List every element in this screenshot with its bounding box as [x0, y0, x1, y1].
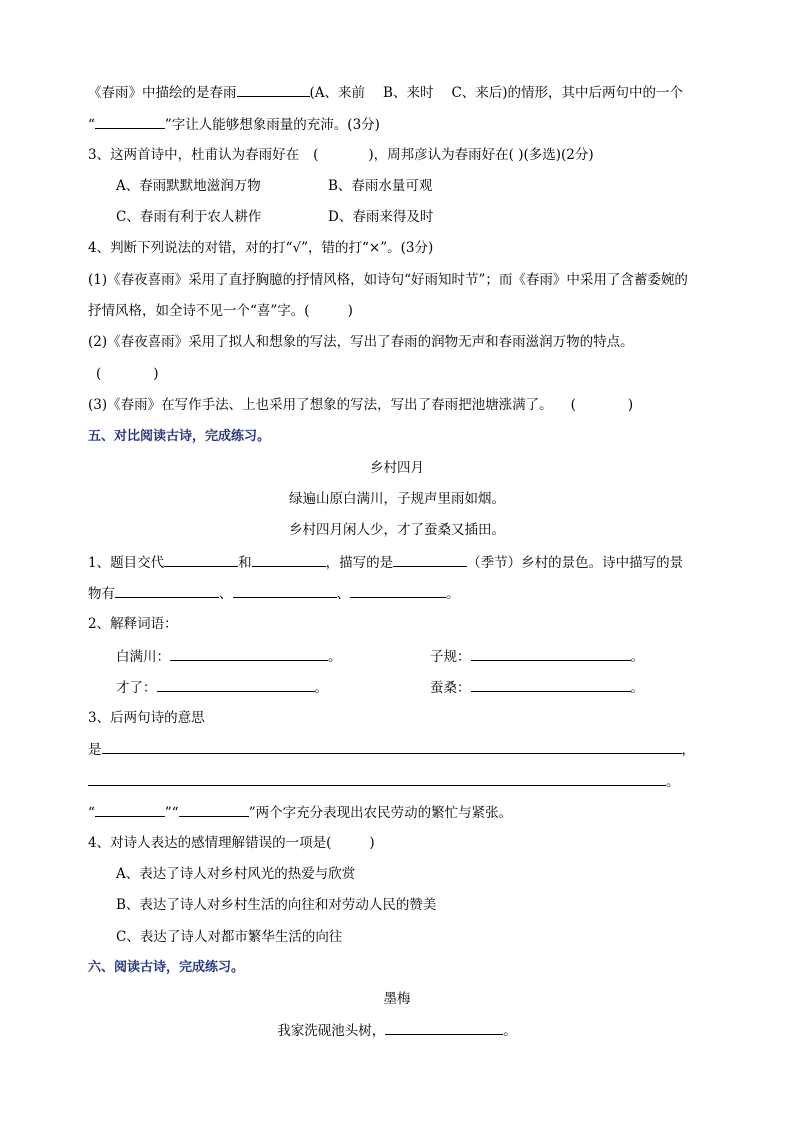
- text: 是: [88, 742, 102, 758]
- s5-q2-term-1: [116, 648, 342, 665]
- s5-q4-option-b: B、表达了诗人对乡村生活的向往和对劳动人民的赞美: [116, 897, 437, 913]
- q3-option-a: A、春雨默默地滋润万物: [116, 178, 261, 194]
- answer-blank[interactable]: [95, 116, 165, 129]
- text: (: [570, 397, 576, 413]
- text: 。: [446, 586, 460, 602]
- text: (: [313, 147, 319, 163]
- q3-option-b: B、春雨水量可观: [328, 178, 433, 194]
- text: ): [369, 835, 375, 851]
- answer-blank[interactable]: [157, 679, 315, 692]
- answer-blank[interactable]: [350, 585, 446, 598]
- text: ，: [681, 742, 695, 758]
- text: (: [96, 366, 102, 382]
- section-6-heading: 六、阅读古诗，完成练习。: [88, 960, 245, 975]
- text: 、: [219, 586, 233, 602]
- text: 才了：: [116, 680, 157, 696]
- s5-q1-line2: [88, 585, 460, 602]
- answer-blank[interactable]: [179, 804, 249, 817]
- text: 《春雨》中描绘的是春雨: [88, 85, 237, 101]
- answer-blank[interactable]: [393, 554, 467, 567]
- s5-q2-term-2: [430, 648, 644, 665]
- s5-q2-term-3: [116, 679, 328, 696]
- s5-q2-title: 2、解释词语：: [88, 616, 178, 632]
- poem-line-1: 绿遍山原白满川，子规声里雨如烟。: [289, 491, 505, 507]
- text: ”字让人能够想象雨量的充沛。(3分): [164, 117, 380, 133]
- q4-statement-2: (2)《春夜喜雨》采用了拟人和想象的写法，写出了春雨的润物无声和春雨滋润万物的特点。: [88, 334, 634, 350]
- q4-statement-2-paren: [96, 366, 159, 382]
- answer-blank[interactable]: [385, 1022, 503, 1035]
- text: ”两个字充分表现出农民劳动的繁忙与紧张。: [248, 805, 513, 821]
- answer-blank[interactable]: [252, 554, 326, 567]
- text: 蚕桑：: [430, 680, 471, 696]
- text: C、来后)的情形，其中后两句中的一个: [451, 85, 684, 101]
- text: 和: [238, 555, 252, 571]
- poem-title-2: 墨梅: [383, 991, 411, 1007]
- q4-title: 4、判断下列说法的对错，对的打“√”，错的打“×”。(3分): [88, 240, 434, 256]
- q3-option-d: D、春雨来得及时: [328, 209, 434, 225]
- s5-q3-line1: [88, 741, 695, 758]
- text: B、来时: [383, 85, 434, 101]
- s5-q4-option-c: C、表达了诗人对都市繁华生活的向往: [116, 929, 343, 945]
- answer-blank[interactable]: [233, 585, 337, 598]
- q-prev-line2: [88, 116, 380, 133]
- answer-blank[interactable]: [237, 84, 310, 97]
- text: 。: [630, 680, 644, 696]
- text: (A、来前: [309, 85, 366, 101]
- answer-blank[interactable]: [170, 648, 328, 661]
- s5-q3-line2: [88, 773, 680, 790]
- text: 我家洗砚池头树，: [277, 1023, 386, 1039]
- text: 。: [328, 649, 342, 665]
- poem-2-line-1: [0, 1022, 794, 1039]
- text: (3)《春雨》在写作手法、上也采用了想象的写法，写出了春雨把池塘涨满了。: [88, 397, 553, 413]
- text: 3、这两首诗中，杜甫认为春雨好在: [88, 147, 300, 163]
- text: 。: [666, 774, 680, 790]
- text: 、: [336, 586, 350, 602]
- q-prev-line1: [88, 84, 683, 101]
- section-5-heading: 五、对比阅读古诗，完成练习。: [88, 429, 271, 444]
- answer-blank[interactable]: [95, 804, 165, 817]
- q3-question: [88, 147, 594, 163]
- q4-statement-1b: [88, 303, 353, 319]
- s5-q2-term-4: [430, 679, 644, 696]
- text: ”“: [164, 805, 179, 821]
- s5-q4-question: [88, 835, 375, 851]
- answer-blank[interactable]: [471, 648, 631, 661]
- text: 。: [314, 680, 328, 696]
- poem-title: 乡村四月: [370, 460, 424, 476]
- text: 。: [503, 1023, 517, 1039]
- text: （季节）乡村的景色。诗中描写的景: [467, 555, 684, 571]
- s5-q4-option-a: A、表达了诗人对乡村风光的热爱与欣赏: [116, 866, 356, 882]
- text: 物有: [88, 586, 115, 602]
- text: )，周邦彦认为春雨好在( )(多选)(2分): [368, 147, 594, 163]
- text: 白满川：: [116, 649, 170, 665]
- s5-q3-line3: [88, 804, 512, 821]
- text: “: [88, 805, 95, 821]
- text: ): [627, 397, 634, 413]
- text: 。: [630, 649, 644, 665]
- text: 1、题目交代: [88, 555, 165, 571]
- q4-statement-3: [88, 397, 633, 413]
- answer-blank[interactable]: [471, 679, 631, 692]
- answer-blank[interactable]: [102, 741, 682, 754]
- answer-blank[interactable]: [164, 554, 238, 567]
- text: 子规：: [430, 649, 471, 665]
- q3-option-c: C、春雨有利于农人耕作: [116, 209, 262, 225]
- text: ): [153, 366, 159, 382]
- text: “: [88, 117, 95, 133]
- text: 4、对诗人表达的感情理解错误的一项是(: [88, 835, 332, 851]
- text: ): [347, 303, 353, 319]
- s5-q1-line1: [88, 554, 683, 571]
- text: 抒情风格，如全诗不见一个“喜”字。(: [88, 303, 310, 319]
- answer-blank[interactable]: [88, 773, 666, 786]
- q4-statement-1a: (1)《春夜喜雨》采用了直抒胸臆的抒情风格，如诗句“好雨知时节”；而《春雨》中采用了含蓄委婉的: [88, 272, 688, 288]
- answer-blank[interactable]: [115, 585, 219, 598]
- poem-line-2: 乡村四月闲人少，才了蚕桑又插田。: [289, 522, 505, 538]
- s5-q3-title: 3、后两句诗的意思: [88, 710, 205, 726]
- text: ，描写的是: [325, 555, 394, 571]
